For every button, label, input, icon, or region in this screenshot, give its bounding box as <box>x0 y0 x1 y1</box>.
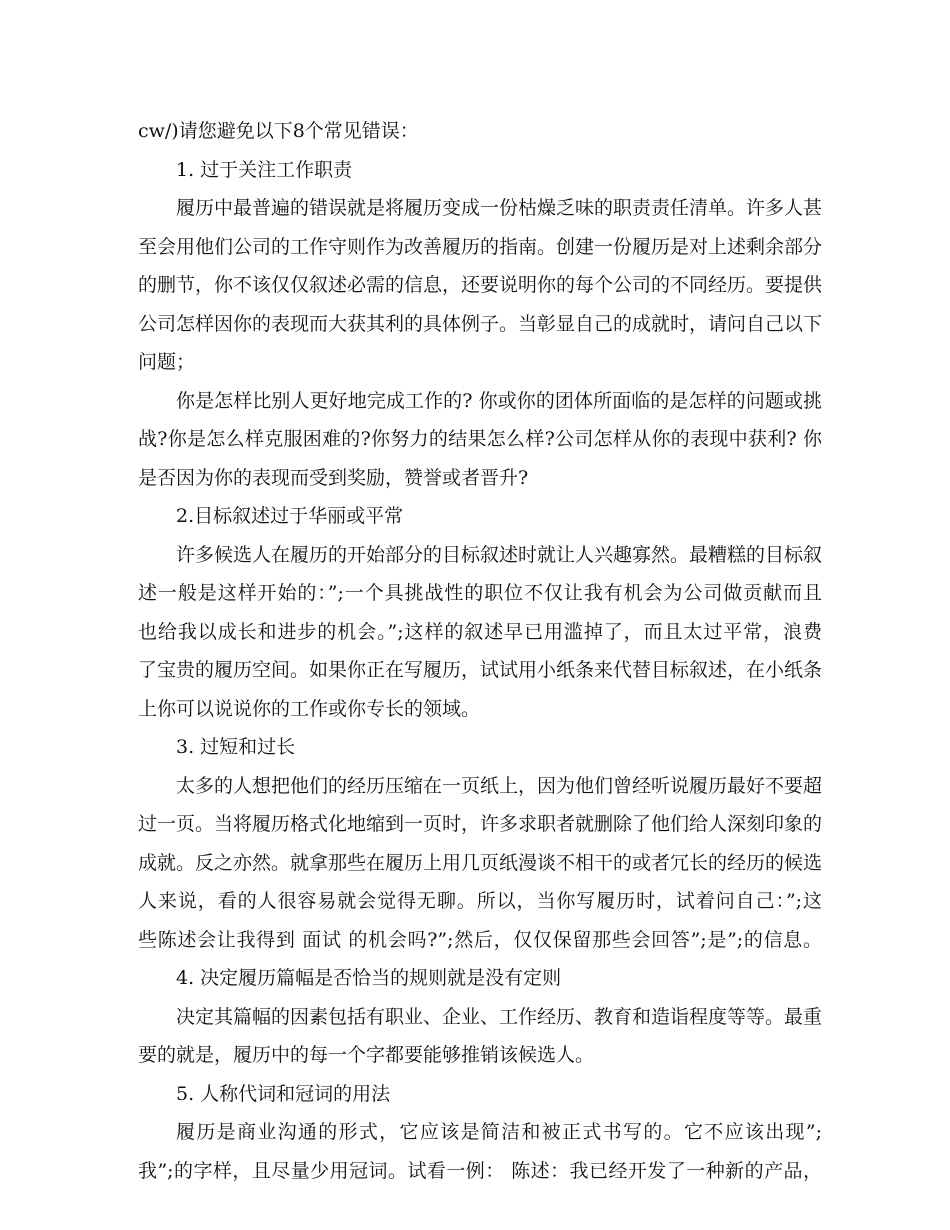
paragraph-line: 是否因为你的表现而受到奖励，赞誉或者晋升? <box>138 466 529 489</box>
document-body <box>138 112 822 1190</box>
paragraph-line: 至会用他们公司的工作守则作为改善履历的指南。创建一份履历是对上述剩余部分 <box>138 235 822 258</box>
paragraph-line: 过一页。当将履历格式化地缩到一页时，许多求职者就删除了他们给人深刻印象的 <box>138 813 822 835</box>
paragraph-line: 你是怎样比别人更好地完成工作的? 你或你的团体所面临的是怎样的问题或挑 <box>176 389 822 412</box>
paragraph-line: 履历是商业沟通的形式，它应该是简洁和被正式书写的。它不应该出现”; <box>176 1121 822 1143</box>
paragraph-line: 我”;的字样，且尽量少用冠词。试看一例： 陈述：我已经开发了一种新的产品， <box>138 1159 822 1182</box>
paragraph-line: 了宝贵的履历空间。如果你正在写履历，试试用小纸条来代替目标叙述，在小纸条 <box>138 659 822 681</box>
paragraph-line: 上你可以说说你的工作或你专长的领域。 <box>138 697 481 720</box>
paragraph-line: 也给我以成长和进步的机会。”;这样的叙述早已用滥掉了，而且太过平常，浪费 <box>138 620 822 643</box>
paragraph-line: 决定其篇幅的因素包括有职业、企业、工作经历、教育和造诣程度等等。最重 <box>176 1005 822 1028</box>
heading-5: 5. 人称代词和冠词的用法 <box>176 1082 391 1105</box>
heading-2: 2.目标叙述过于华丽或平常 <box>176 505 404 527</box>
paragraph-line: 述一般是这样开始的：”;一个具挑战性的职位不仅让我有机会为公司做贡献而且 <box>138 582 822 604</box>
paragraph-line: 要的就是，履历中的每一个字都要能够推销该候选人。 <box>138 1044 595 1066</box>
heading-1: 1. 过于关注工作职责 <box>176 158 353 181</box>
paragraph-line: 问题； <box>138 351 196 373</box>
heading-4: 4. 决定履历篇幅是否恰当的规则就是没有定则 <box>176 967 562 989</box>
intro-line: cw/)请您避免以下8个常见错误： <box>138 120 419 142</box>
paragraph-line: 公司怎样因你的表现而大获其利的具体例子。当彰显自己的成就时，请问自己以下 <box>138 312 822 335</box>
paragraph-line: 履历中最普遍的错误就是将履历变成一份枯燥乏味的职责责任清单。许多人甚 <box>176 197 822 219</box>
paragraph-line: 许多候选人在履历的开始部分的目标叙述时就让人兴趣寡然。最糟糕的目标叙 <box>176 543 822 566</box>
paragraph-line: 成就。反之亦然。就拿那些在履历上用几页纸漫谈不相干的或者冗长的经历的候选 <box>138 851 822 874</box>
paragraph-line: 战?你是怎么样克服困难的?你努力的结果怎么样?公司怎样从你的表现中获利? 你 <box>138 428 822 450</box>
paragraph-line: 的删节，你不该仅仅叙述必需的信息，还要说明你的每个公司的不同经历。要提供 <box>138 274 822 296</box>
paragraph-line: 些陈述会让我得到 面试 的机会吗?”;然后，仅仅保留那些会回答”;是”;的信息。 <box>138 928 822 951</box>
heading-3: 3. 过短和过长 <box>176 736 296 758</box>
paragraph-line: 太多的人想把他们的经历压缩在一页纸上，因为他们曾经听说履历最好不要超 <box>176 774 822 797</box>
paragraph-line: 人来说，看的人很容易就会觉得无聊。所以，当你写履历时，试着问自己：”;这 <box>138 890 822 912</box>
